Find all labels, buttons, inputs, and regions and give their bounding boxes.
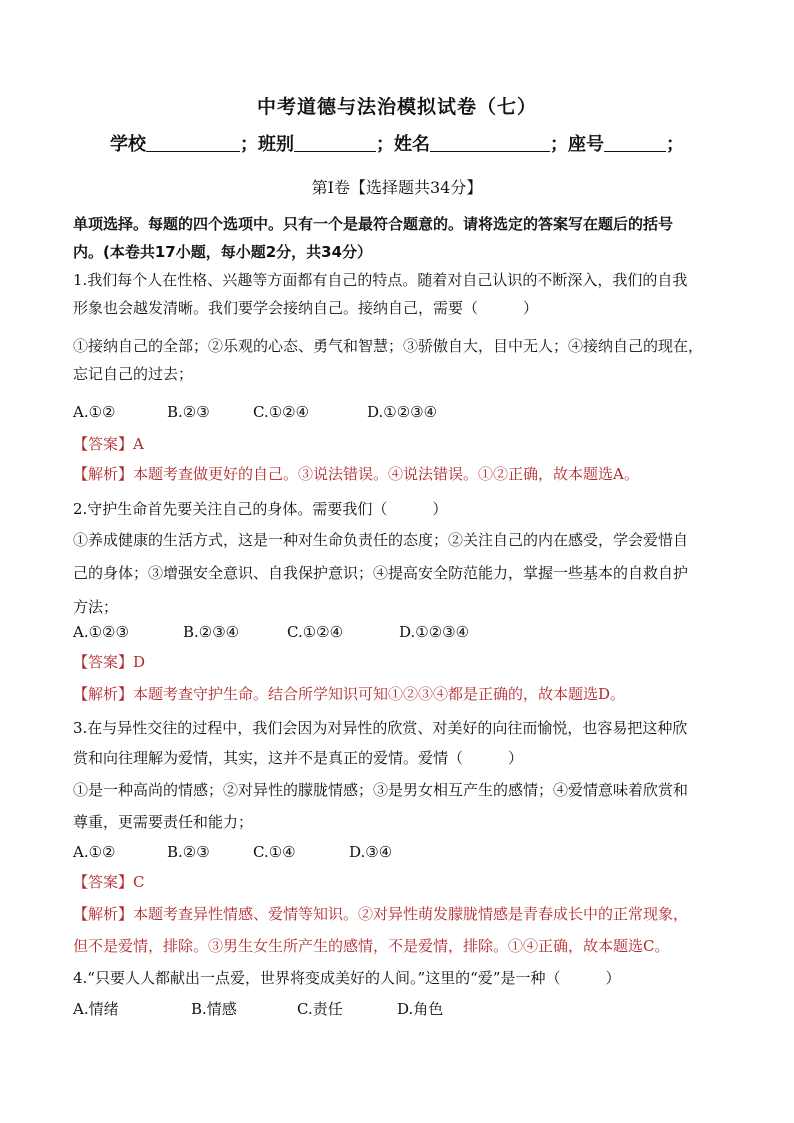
q3-answer: 【答案】C — [73, 873, 145, 891]
info-end: ； — [666, 134, 684, 155]
q2-option-b: B.②③④ — [183, 623, 240, 641]
school-label: 学校 — [110, 134, 146, 155]
q4-option-d: D.角色 — [397, 1000, 444, 1018]
q3-option-c: C.①④ — [253, 843, 296, 861]
q1-stem-line-1: 1.我们每个人在性格、兴趣等方面都有自己的特点。随着对自己认识的不断深入，我们的自我 — [73, 271, 688, 289]
seat-label: ；座号 — [550, 134, 604, 155]
q4-options — [73, 999, 443, 1019]
q1-statements-line-1: ①接纳自己的全部；②乐观的心态、勇气和智慧；③骄傲自大，目中无人；④接纳自己的现在， — [73, 337, 704, 355]
q2-options — [73, 622, 469, 642]
q3-option-b: B.②③ — [167, 843, 210, 861]
class-label: ；班别 — [240, 134, 294, 155]
q3-analysis-line-1: 【解析】本题考查异性情感、爱情等知识。②对异性萌发朦胧情感是青春成长中的正常现象， — [73, 905, 689, 923]
q3-option-a: A.①② — [73, 843, 116, 861]
q2-option-a: A.①②③ — [73, 623, 129, 641]
q3-options — [73, 842, 392, 862]
instructions-line-2: 内。(本卷共17小题，每小题2分，共34分） — [73, 243, 373, 261]
q2-statements-line-3: 方法； — [73, 598, 119, 616]
q3-analysis-line-2: 但不是爱情，排除。③男生女生所产生的感情，不是爱情，排除。①④正确，故本题选C。 — [73, 937, 670, 955]
q4-stem: 4.“只要人人都献出一点爱，世界将变成美好的人间。”这里的“爱”是一种（ ） — [73, 969, 621, 987]
q4-option-c: C.责任 — [297, 1000, 343, 1018]
q1-options — [73, 402, 437, 422]
q1-option-d: D.①②③④ — [367, 403, 438, 421]
q3-statements-line-2: 尊重，更需要责任和能力； — [73, 813, 254, 831]
q2-option-d: D.①②③④ — [399, 623, 470, 641]
q2-analysis: 【解析】本题考查守护生命。结合所学知识可知①②③④都是正确的，故本题选D。 — [73, 685, 626, 703]
school-blank[interactable] — [146, 133, 240, 152]
student-info-line — [0, 130, 794, 156]
q3-stem-line-1: 3.在与异性交往的过程中，我们会因为对异性的欣赏、对美好的向往而愉悦，也容易把这种欣 — [73, 719, 688, 737]
section-title: 第Ⅰ卷【选择题共34分】 — [311, 178, 483, 197]
q1-statements-line-2: 忘记自己的过去； — [73, 365, 194, 383]
q1-stem-line-2: 形象也会越发清晰。我们要学会接纳自己。接纳自己，需要（ ） — [73, 299, 539, 317]
q1-option-a: A.①② — [73, 403, 116, 421]
q2-statements-line-1: ①养成健康的生活方式，这是一种对生命负责任的态度；②关注自己的内在感受，学会爱惜自 — [73, 531, 689, 549]
q3-option-d: D.③④ — [349, 843, 393, 861]
class-blank[interactable] — [294, 133, 376, 152]
name-label: ；姓名 — [376, 134, 430, 155]
q4-option-a: A.情绪 — [73, 1000, 119, 1018]
q2-option-c: C.①②④ — [287, 623, 344, 641]
instructions-line-1: 单项选择。每题的四个选项中。只有一个是最符合题意的。请将选定的答案写在题后的括号 — [73, 215, 674, 233]
q3-statements-line-1: ①是一种高尚的情感；②对异性的朦胧情感；③是男女相互产生的感情；④爱情意味着欣赏和 — [73, 781, 689, 799]
q1-option-c: C.①②④ — [253, 403, 310, 421]
q2-statements-line-2: 己的身体；③增强安全意识、自我保护意识；④提高安全防范能力，掌握一些基本的自救自护 — [73, 564, 689, 582]
exam-title: 中考道德与法治模拟试卷（七） — [256, 96, 537, 118]
q2-stem: 2.守护生命首先要关注自己的身体。需要我们（ ） — [73, 500, 448, 518]
name-blank[interactable] — [430, 133, 550, 152]
seat-blank[interactable] — [604, 133, 666, 152]
q3-stem-line-2: 赏和向往理解为爱情，其实，这并不是真正的爱情。爱情（ ） — [73, 749, 524, 767]
q2-answer: 【答案】D — [73, 653, 146, 671]
q1-option-b: B.②③ — [167, 403, 210, 421]
q4-option-b: B.情感 — [191, 1000, 237, 1018]
q1-analysis: 【解析】本题考查做更好的自己。③说法错误。④说法错误。①②正确，故本题选A。 — [73, 465, 639, 483]
q1-answer: 【答案】A — [73, 435, 144, 453]
